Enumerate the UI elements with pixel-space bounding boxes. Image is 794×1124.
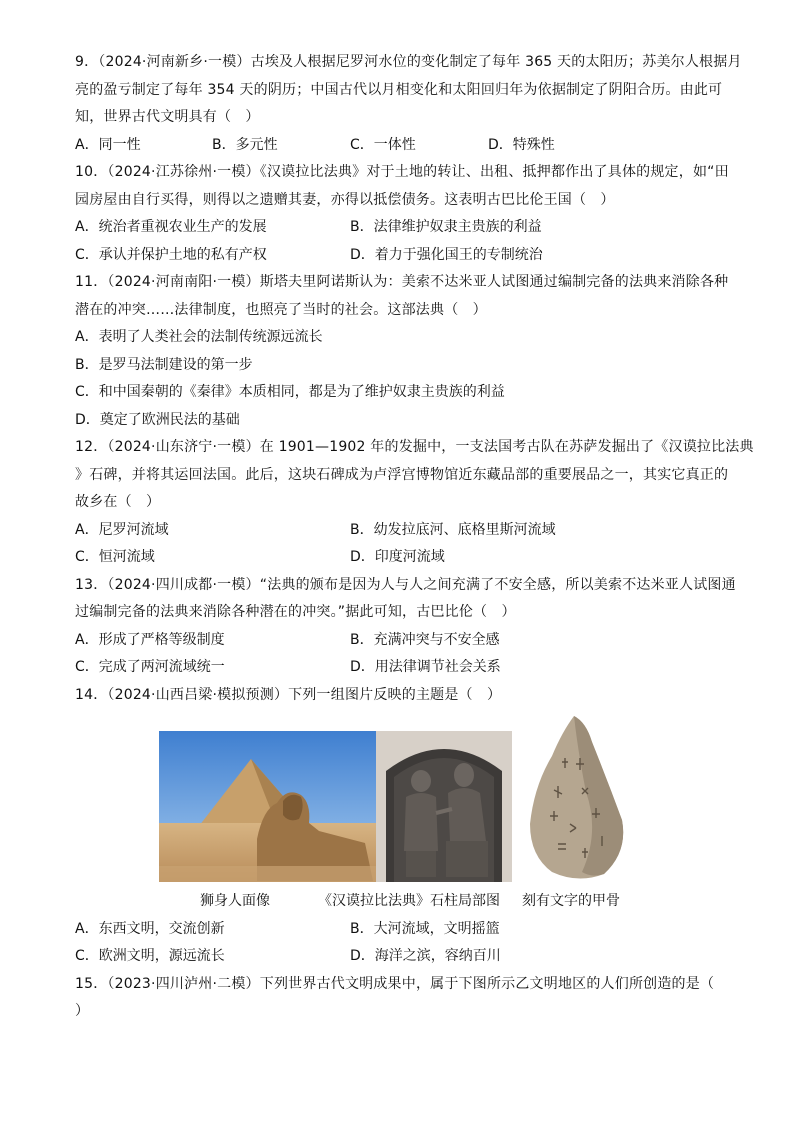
q15-stem-line-1: 15．（2023·四川泸州·二模）下列世界古代文明成果中，属于下图所示乙文明地区的人们所创造的是（ xyxy=(75,976,715,992)
sphinx-photo xyxy=(159,731,376,882)
q10-option-a[interactable]: A．统治者重视农业生产的发展 xyxy=(75,219,267,235)
q12-stem-line-2: 》石碑，并将其运回法国。此后，这块石碑成为卢浮宫博物馆近东藏品部的重要展品之一，其实它真正的 xyxy=(75,467,729,483)
q13-stem-line-2: 过编制完备的法典来消除各种潜在的冲突。”据此可知，古巴比伦（ ） xyxy=(75,604,516,620)
q11-option-a[interactable]: A．表明了人类社会的法制传统源远流长 xyxy=(75,329,323,345)
q10-option-c[interactable]: C．承认并保护土地的私有产权 xyxy=(75,247,267,263)
q11-option-d[interactable]: D．奠定了欧洲民法的基础 xyxy=(75,412,240,428)
q12-stem-line-3: 故乡在（ ） xyxy=(75,494,161,510)
q9-option-c[interactable]: C．一体性 xyxy=(350,137,416,153)
q15-stem-line-2: ） xyxy=(75,1003,90,1019)
hammurabi-stele-photo xyxy=(376,731,512,882)
q13-option-d[interactable]: D．用法律调节社会关系 xyxy=(350,659,501,675)
caption-oracle-bone: 刻有文字的甲骨 xyxy=(522,893,620,909)
q14-option-a[interactable]: A．东西文明，交流创新 xyxy=(75,921,225,937)
q9-stem-line-1: 9．（2024·河南新乡·一模）古埃及人根据尼罗河水位的变化制定了每年 365 天的太阳历；苏美尔人根据月 xyxy=(75,54,742,70)
q10-stem-line-1: 10．（2024·江苏徐州·一模）《汉谟拉比法典》对于土地的转让、出租、抵押都作出了具体的规定，如“田 xyxy=(75,164,729,180)
q13-option-b[interactable]: B．充满冲突与不安全感 xyxy=(350,632,500,648)
q9-option-d[interactable]: D．特殊性 xyxy=(488,137,555,153)
q12-option-b[interactable]: B．幼发拉底河、底格里斯河流域 xyxy=(350,522,556,538)
q11-option-b[interactable]: B．是罗马法制建设的第一步 xyxy=(75,357,253,373)
q11-stem-line-1: 11．（2024·河南南阳·一模）斯塔夫里阿诺斯认为：美索不达米亚人试图通过编制完备的法典来消除各种 xyxy=(75,274,729,290)
q12-stem-line-1: 12．（2024·山东济宁·一模）在 1901—1902 年的发掘中，一支法国考古队在苏萨发掘出了《汉谟拉比法典 xyxy=(75,439,754,455)
q10-option-b[interactable]: B．法律维护奴隶主贵族的利益 xyxy=(350,219,542,235)
q12-option-d[interactable]: D．印度河流域 xyxy=(350,549,445,565)
q11-stem-line-2: 潜在的冲突……法律制度，也照亮了当时的社会。这部法典（ ） xyxy=(75,302,487,318)
q10-stem-line-2: 园房屋由自行买得，则得以之遗赠其妻，亦得以抵偿债务。这表明古巴比伦王国（ ） xyxy=(75,192,615,208)
q13-option-c[interactable]: C．完成了两河流域统一 xyxy=(75,659,225,675)
q12-option-c[interactable]: C．恒河流域 xyxy=(75,549,155,565)
q14-stem-line-1: 14．（2024·山西吕梁·模拟预测）下列一组图片反映的主题是（ ） xyxy=(75,687,502,703)
q9-option-b[interactable]: B．多元性 xyxy=(212,137,278,153)
q14-option-d[interactable]: D．海洋之滨，容纳百川 xyxy=(350,948,501,964)
q13-stem-line-1: 13．（2024·四川成都·一模）“法典的颁布是因为人与人之间充满了不安全感，所以美索不达米亚人试图通 xyxy=(75,577,736,593)
caption-sphinx: 狮身人面像 xyxy=(200,893,270,909)
q10-option-d[interactable]: D．着力于强化国王的专制统治 xyxy=(350,247,543,263)
q14-option-c[interactable]: C．欧洲文明，源远流长 xyxy=(75,948,225,964)
q11-option-c[interactable]: C．和中国秦朝的《秦律》本质相同，都是为了维护奴隶主贵族的利益 xyxy=(75,384,505,400)
q9-stem-line-3: 知，世界古代文明具有（ ） xyxy=(75,109,260,125)
oracle-bone-photo xyxy=(522,712,630,882)
q14-option-b[interactable]: B．大河流域，文明摇篮 xyxy=(350,921,500,937)
q9-option-a[interactable]: A．同一性 xyxy=(75,137,141,153)
q13-option-a[interactable]: A．形成了严格等级制度 xyxy=(75,632,225,648)
q12-option-a[interactable]: A．尼罗河流域 xyxy=(75,522,169,538)
q9-stem-line-2: 亮的盈亏制定了每年 354 天的阴历；中国古代以月相变化和太阳回归年为依据制定了阴阳合历。由此可 xyxy=(75,82,723,98)
caption-hammurabi-stele: 《汉谟拉比法典》石柱局部图 xyxy=(318,893,500,909)
